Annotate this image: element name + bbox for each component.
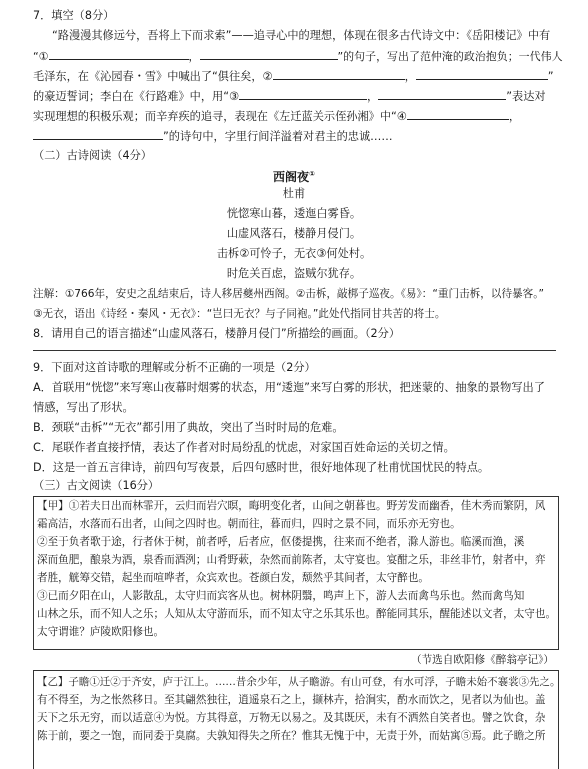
answer-blank-1a[interactable]: [49, 48, 189, 60]
q9-stem: 9．下面对这首诗歌的理解或分析不正确的一项是（2分）: [33, 361, 316, 374]
q7-line-5: 实现理想的积极乐观；而辛弃疾的追寻，表现在《左迁蓝关示侄孙湘》中“④ ，: [33, 110, 521, 123]
passage-yi-line-1: 【乙】子瞻①迁②于齐安，庐于江上。……昔余少年，从子瞻游。有山可登，有水可浮，子瞻未始不褰裳③先之。: [37, 676, 561, 688]
poem-note-2: ③无衣，语出《诗经・秦风・无衣》：“岂曰无衣？与子同袍。”此处代指同甘共苦的将士。: [33, 308, 446, 320]
passage-jia-line-3: ②至于负者歌于途，行者休于树，前者呼，后者应，伛偻提携，往来而不绝者，滁人游也。临溪而渔，溪: [37, 536, 525, 548]
q7-line-1: “路漫漫其修远兮，吾将上下而求索”——追寻心中的理想，体现在很多古代诗文中：《岳阳楼记》中有: [52, 29, 551, 42]
passage-yi-line-2: 有不得至，为之怅然移日。至其翩然独往，逍遥泉石之上，撷林卉，拾涧实，酌水而饮之，见者以为仙也。盖: [37, 694, 546, 706]
passage-jia-line-2: 霜高洁，水落而石出者，山间之四时也。朝而往，暮而归，四时之景不同，而乐亦无穷也。: [37, 518, 461, 530]
answer-blank-4a[interactable]: [407, 108, 509, 120]
q7-heading: 7．填空（8分）: [33, 9, 115, 22]
answer-blank-4b[interactable]: [33, 128, 163, 140]
section-3-heading: （三）古文阅读（16分）: [33, 479, 160, 492]
section-2-heading: （二）古诗阅读（4分）: [33, 149, 152, 162]
q9-option-b: B．颈联“击柝”“无衣”都引用了典故，突出了当时时局的危难。: [33, 421, 344, 434]
poem-line-3: 击柝②可怜子，无衣③何处村。: [216, 247, 372, 260]
q9-option-a-line-1: A．首联用“恍惚”来写寒山夜幕时烟雾的状态，用“逶迤”来写白雾的形状，把迷蒙的、抽象的景物写出了: [33, 381, 545, 394]
passage-jia-line-1: 【甲】①若夫日出而林霏开，云归而岩穴暝，晦明变化者，山间之朝暮也。野芳发而幽香，佳木秀而繁阴，风: [37, 500, 546, 512]
passage-jia-line-5: 者胜，觥筹交错，起坐而喧哗者，众宾欢也。苍颜白发，颓然乎其间者，太守醉也。: [37, 572, 429, 584]
q8-stem: 8．请用自己的语言描述“山虚风落石，楼静月侵门”所描绘的画面。（2分）: [33, 327, 401, 340]
q7-line-2: “① ， ”的句子，写出了范仲淹的政治抱负；一代伟人: [33, 50, 563, 63]
answer-blank-1b[interactable]: [200, 48, 338, 60]
poem-line-1: 恍惚寒山暮，逶迤白雾昏。: [226, 207, 362, 220]
passage-yi-line-3: 天下之乐无穷，而以适意④为悦。方其得意，万物无以易之。及其既厌，未有不洒然自笑者也。譬之饮食，杂: [37, 712, 546, 724]
passage-yi-line-4: 陈于前，要之一饱，而同委于臭腐。夫孰知得失之所在？惟其无愧于中，无责于外，而姑寓⑤焉。此子瞻之所: [37, 730, 546, 742]
q8-answer-line[interactable]: [33, 350, 556, 351]
answer-blank-3a[interactable]: [239, 88, 367, 100]
poem-note-1: 注解：①766年，安史之乱结束后，诗人移居夔州西阁。②击柝，敲梆子巡夜。《易》：“重门击柝，以待暴客。”: [33, 288, 545, 300]
passage-jia-line-4: 深而鱼肥，酿泉为酒，泉香而酒洌；山肴野蔌，杂然而前陈者，太守宴也。宴酣之乐，非丝非竹，射者中，弈: [37, 554, 546, 566]
poem-line-2: 山虚风落石，楼静月侵门。: [226, 227, 362, 240]
q7-line-3: 毛泽东，在《沁园春・雪》中喊出了“俱往矣，② ， ”: [33, 70, 554, 83]
poem-title: 西阁夜①: [273, 170, 315, 184]
answer-blank-2a[interactable]: [273, 68, 405, 80]
passage-jia-line-6: ③已而夕阳在山，人影散乱，太守归而宾客从也。树林阴翳，鸣声上下，游人去而禽鸟乐也。然而禽鸟知: [37, 590, 525, 602]
passage-jia-line-8: 太守谓谁？庐陵欧阳修也。: [37, 626, 165, 638]
passage-jia-line-7: 山林之乐，而不知人之乐；人知从太守游而乐，而不知太守之乐其乐也。醉能同其乐，醒能述以文者，太守也。: [37, 608, 557, 620]
poem-line-4: 时危关百虑，盗贼尔犹存。: [226, 267, 362, 280]
q9-option-d: D．这是一首五言律诗，前四句写夜景，后四句感时世，很好地体现了杜甫忧国忧民的特点。: [33, 461, 490, 474]
q9-option-a-line-2: 情感，写出了形状。: [33, 401, 134, 414]
q9-option-c: C．尾联作者直接抒情，表达了作者对时局纷乱的忧虑，对家国百姓命运的关切之情。: [33, 441, 455, 454]
answer-blank-2b[interactable]: [416, 68, 548, 80]
passage-jia-source: （节选自欧阳修《醉翁亭记》）: [410, 654, 554, 666]
answer-blank-3b[interactable]: [378, 88, 506, 100]
poem-author: 杜甫: [282, 187, 306, 200]
q7-line-6: ”的诗句中，字里行间洋溢着对君主的忠诚……: [33, 128, 393, 145]
q7-line-4: 的豪迈誓词；李白在《行路难》中，用“③ ， ”表达对: [33, 90, 546, 103]
